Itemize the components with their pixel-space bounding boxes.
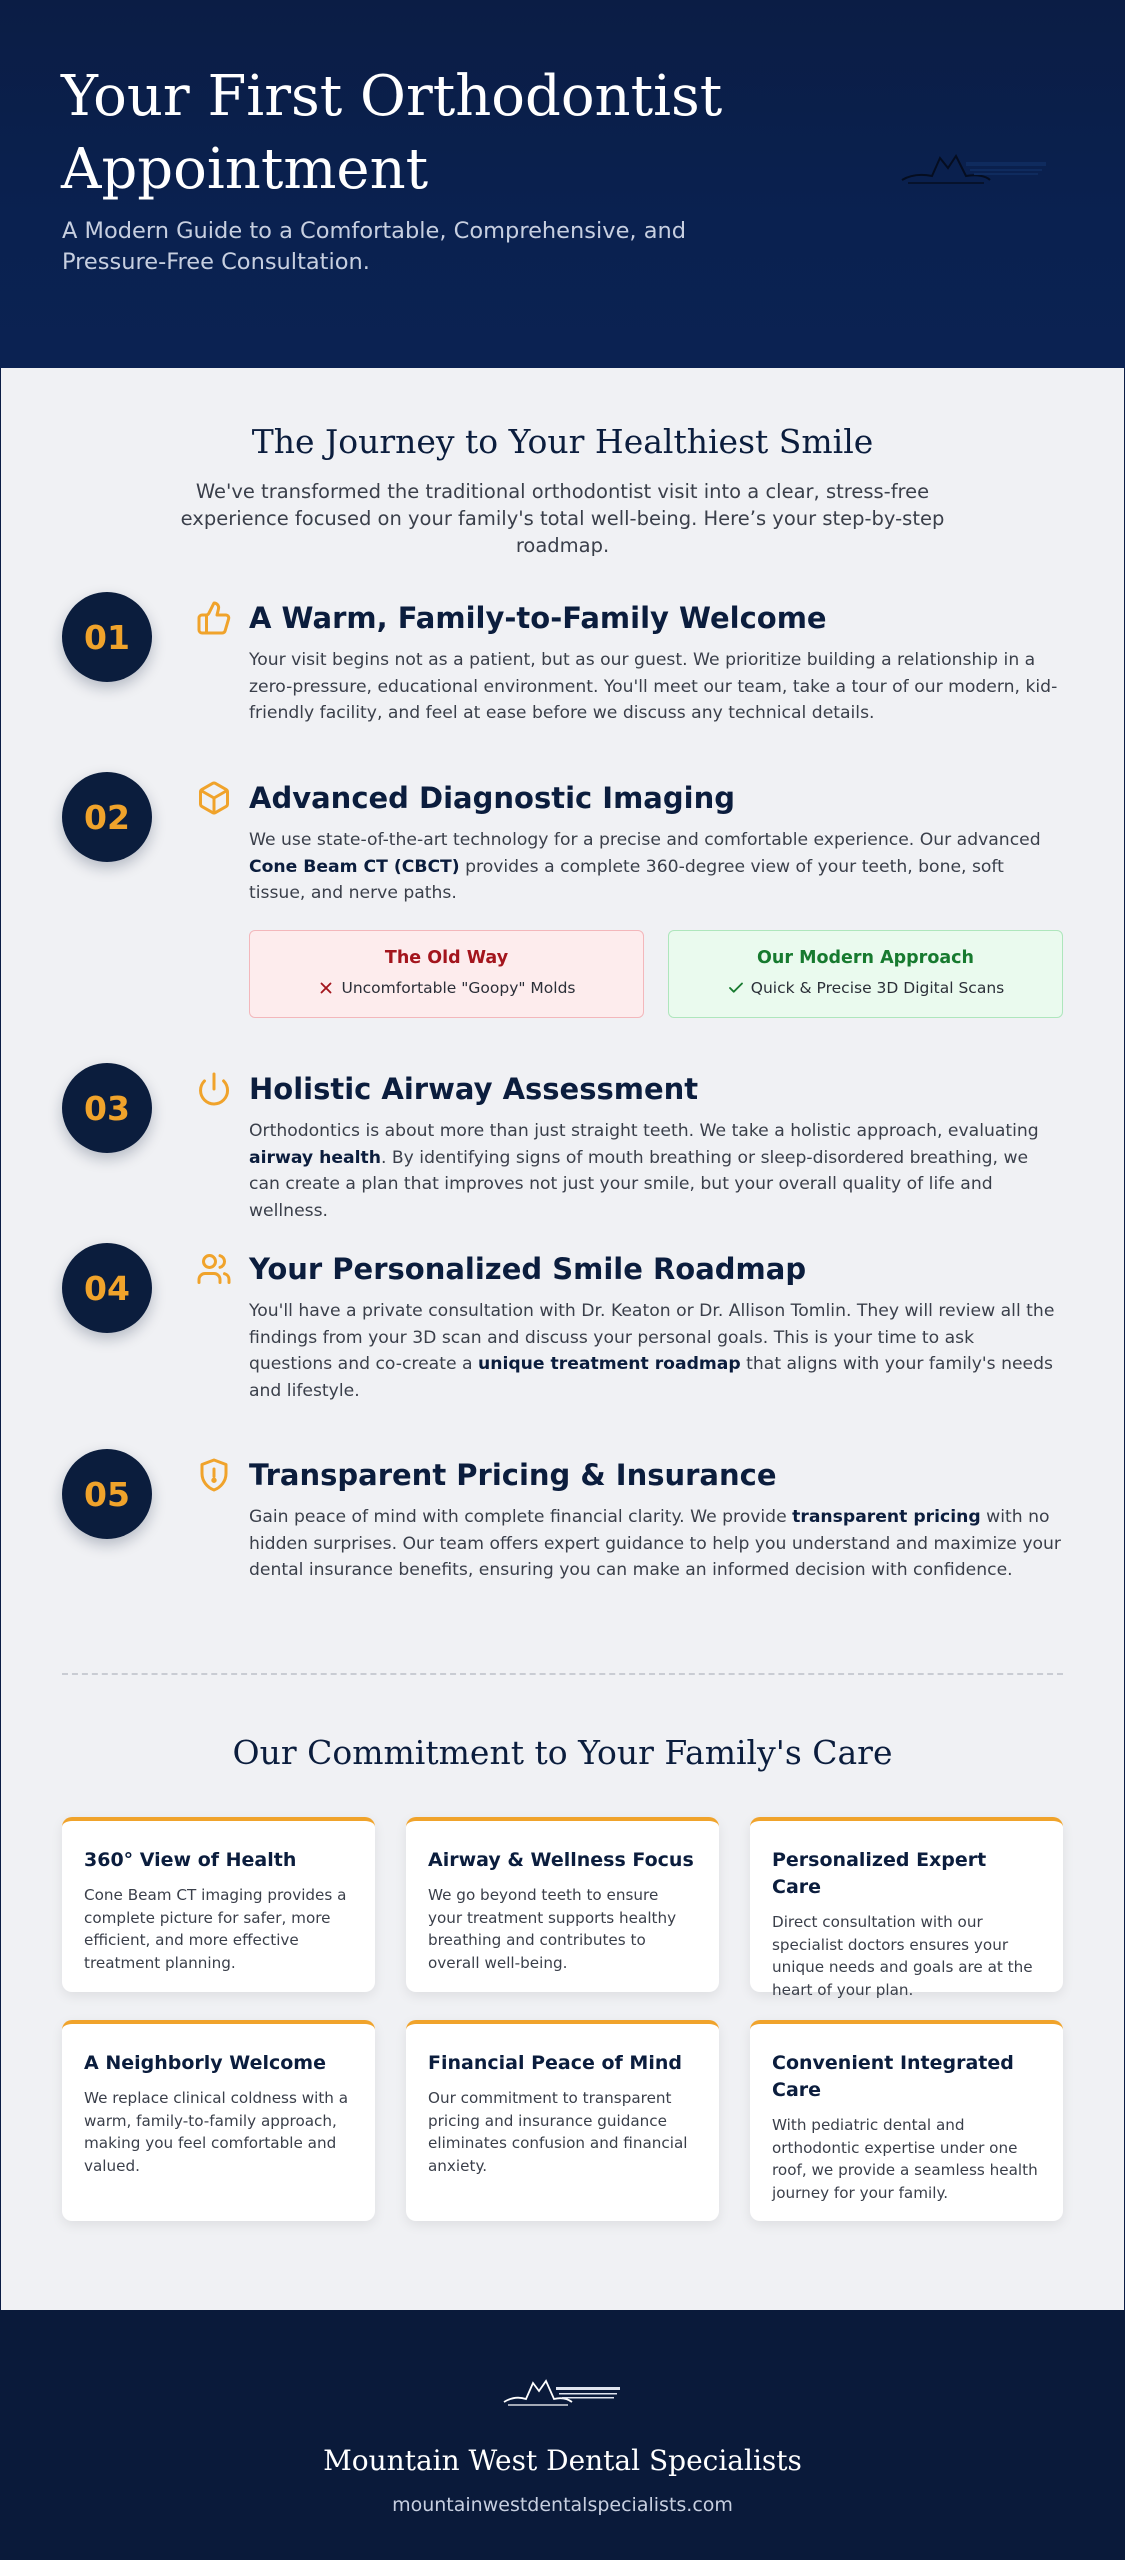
old-way-text: Uncomfortable "Goopy" Molds (341, 979, 576, 997)
journey-title: The Journey to Your Healthiest Smile (251, 422, 874, 461)
card-title: Convenient Integrated Care (772, 2052, 1014, 2101)
commitment-card (750, 2020, 1063, 2221)
card-body: We replace clinical coldness with a warm, family-to-family approach, making you feel comfortable and valued. (84, 2089, 349, 2175)
step-description (249, 1298, 1061, 1404)
step-number-badge: 03 (62, 1063, 152, 1153)
step-text: that aligns with your family's needs and lifestyle. (249, 1354, 1053, 1401)
section-divider (62, 1673, 1063, 1675)
modern-approach-heading: Our Modern Approach (757, 948, 974, 968)
step-highlight: airway health (249, 1147, 381, 1168)
step-highlight: Cone Beam CT (CBCT) (249, 856, 460, 877)
step-number-badge: 04 (62, 1243, 152, 1333)
step-text: You'll have a private consultation with Dr. Keaton or Dr. Allison Tomlin. They will review all the findings from your 3D scan and discuss your personal goals. This is your time to ask questions and co-create a (249, 1301, 1055, 1374)
card-title: Personalized Expert Care (772, 1849, 987, 1898)
commitment-card (62, 1817, 375, 1992)
step-title: A Warm, Family-to-Family Welcome (249, 601, 827, 635)
step-text: provides a complete 360-degree view of your teeth, bone, soft tissue, and nerve paths. (249, 856, 1004, 903)
card-title: 360° View of Health (84, 1849, 297, 1871)
cube-icon (196, 780, 232, 816)
commitment-card (750, 1817, 1063, 1999)
check-icon (727, 979, 745, 997)
step-highlight: unique treatment roadmap (477, 1354, 741, 1374)
step-title: Transparent Pricing & Insurance (249, 1458, 777, 1492)
page-title: Your First Orthodontist Appointment (61, 64, 723, 202)
commitment-card (406, 1817, 719, 1992)
modern-approach-text: Quick & Precise 3D Digital Scans (750, 979, 1005, 997)
page-subtitle: A Modern Guide to a Comfortable, Comprehensive, and Pressure-Free Consultation. (62, 218, 687, 275)
old-way-box (249, 930, 644, 1018)
commitment-title: Our Commitment to Your Family's Care (232, 1733, 893, 1772)
step-title: Your Personalized Smile Roadmap (249, 1252, 807, 1286)
card-body: Our commitment to transparent pricing and insurance guidance eliminates confusion and financial anxiety. (428, 2089, 688, 2175)
card-title: A Neighborly Welcome (84, 2052, 326, 2074)
old-way-heading: The Old Way (384, 948, 509, 968)
power-icon (196, 1071, 232, 1107)
card-title: Airway & Wellness Focus (428, 1849, 694, 1871)
commitment-card (406, 2020, 719, 2221)
hero-header (0, 0, 1125, 368)
step-title: Holistic Airway Assessment (249, 1072, 699, 1106)
step-text: Orthodontics is about more than just straight teeth. We take a holistic approach, evaluating (249, 1121, 1039, 1141)
step-description (249, 1118, 1061, 1224)
step-number-badge: 02 (62, 772, 152, 862)
step-text: We use state-of-the-art technology for a precise and comfortable experience. Our advanced (249, 830, 1041, 850)
x-icon (317, 979, 335, 997)
step-text: with no hidden surprises. Our team offers expert guidance to help you understand and maximize your dental insurance benefits, ensuring you can make an informed decision with confidence. (249, 1507, 1061, 1580)
step-description: Your visit begins not as a patient, but as our guest. We prioritize building a relationship in a zero-pressure, educational environment. You'll meet our team, take a tour of our modern, kid-friendly facility, and feel at ease before we discuss any technical details. (249, 650, 1058, 723)
commitment-card (62, 2020, 375, 2221)
old-way-item (250, 979, 643, 997)
card-body: Cone Beam CT imaging provides a complete picture for safer, more efficient, and more effective treatment planning. (84, 1886, 347, 1972)
card-body: We go beyond teeth to ensure your treatment supports healthy breathing and contributes to overall well-being. (428, 1886, 677, 1972)
card-title: Financial Peace of Mind (428, 2052, 682, 2074)
modern-approach-item (669, 979, 1062, 997)
step-number-badge: 01 (62, 592, 152, 682)
step-highlight: transparent pricing (792, 1507, 981, 1527)
thumbs-up-icon (196, 600, 232, 636)
step-text: . By identifying signs of mouth breathing or sleep-disordered breathing, we can create a plan that improves not just your smile, but your overall quality of life and wellness. (249, 1147, 1029, 1221)
card-body: With pediatric dental and orthodontic expertise under one roof, we provide a seamless health journey for your family. (772, 2116, 1038, 2202)
step-description (249, 827, 1061, 907)
modern-approach-box (668, 930, 1063, 1018)
shield-dollar-icon (196, 1457, 232, 1493)
footer-practice-name: Mountain West Dental Specialists (323, 2444, 802, 2477)
step-text: Gain peace of mind with complete financial clarity. We provide (249, 1507, 793, 1527)
mountain-logo-icon (900, 152, 1050, 186)
mountain-logo-icon (502, 2378, 623, 2408)
footer-website-link[interactable]: mountainwestdentalspecialists.com (392, 2494, 733, 2516)
users-icon (196, 1251, 232, 1287)
step-number-badge: 05 (62, 1449, 152, 1539)
card-body: Direct consultation with our specialist doctors ensures your unique needs and goals are at the heart of your plan. (772, 1913, 1033, 1999)
journey-intro: We've transformed the traditional orthodontist visit into a clear, stress-free experience focused on your family's total well-being. Here’s your step-by-step roadmap. (180, 480, 945, 557)
step-description (249, 1504, 1061, 1584)
footer (0, 2310, 1125, 2560)
step-title: Advanced Diagnostic Imaging (249, 781, 735, 815)
